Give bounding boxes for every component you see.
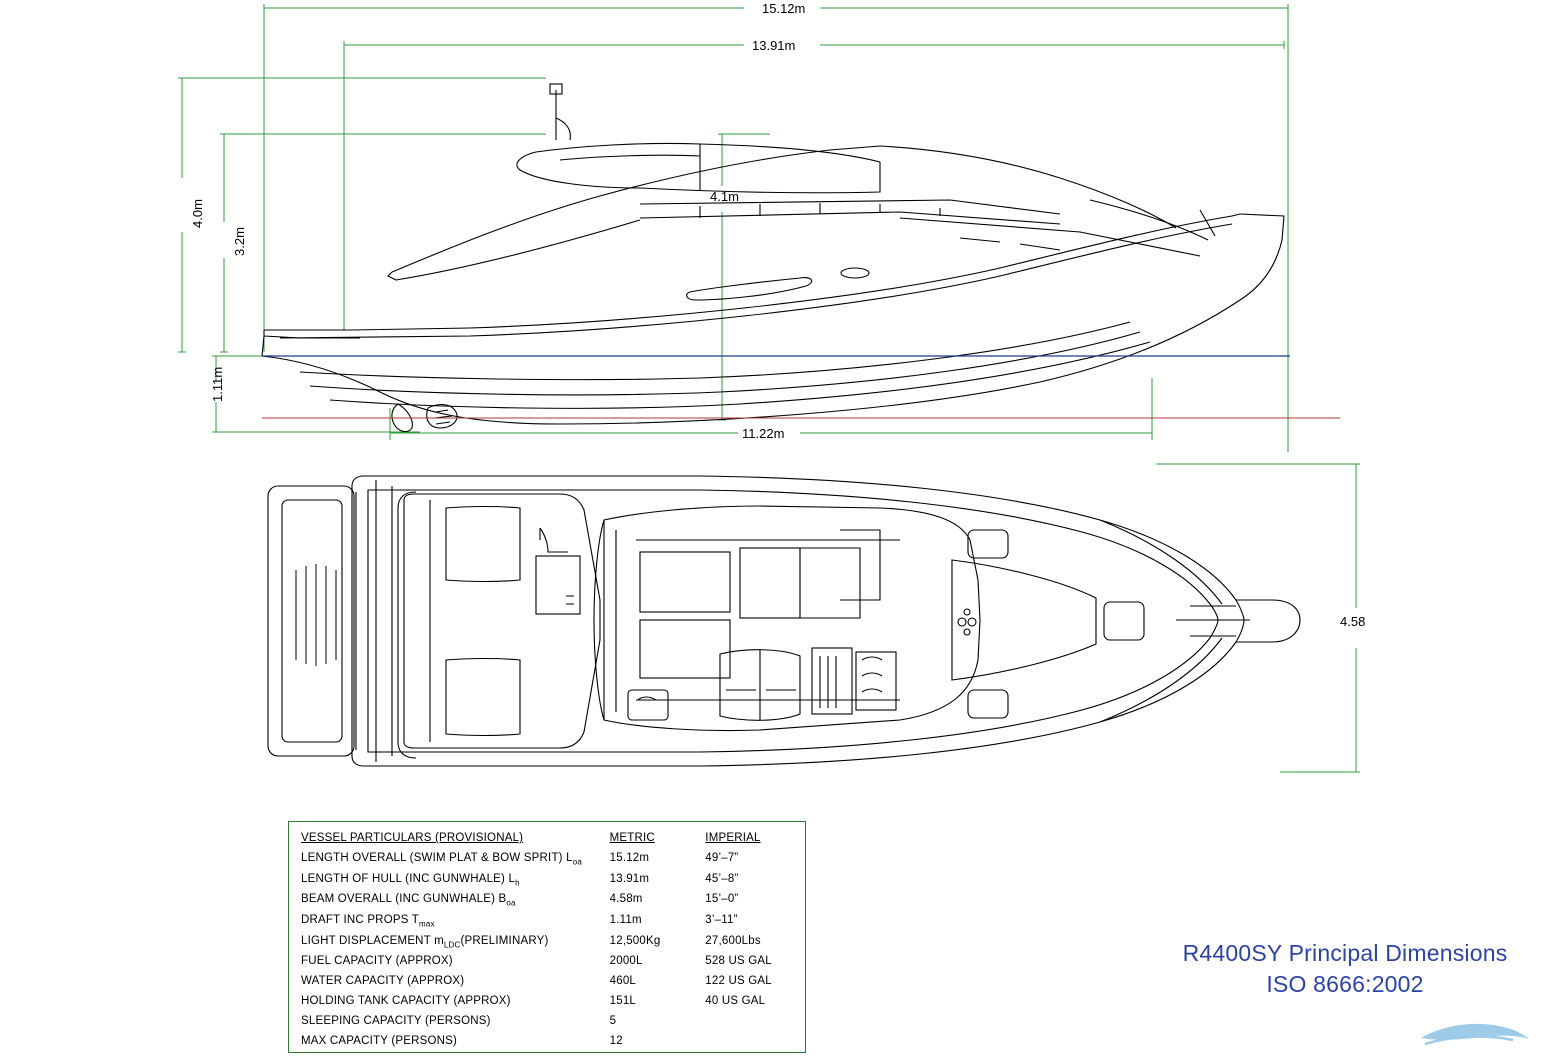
table-cell-imperial: 122 US GAL xyxy=(705,975,772,988)
table-cell-metric: 460L xyxy=(609,975,637,988)
table-cell-imperial: 45’–8” xyxy=(705,872,739,885)
table-cell-metric: 5 xyxy=(609,1014,617,1027)
brand-logo-icon xyxy=(1415,1008,1535,1052)
table-cell-metric: 2000L xyxy=(609,955,643,968)
table-row xyxy=(289,992,805,1012)
table-cell-subscript: h xyxy=(515,877,520,887)
dim-label-air-draft-lower: 3.2m xyxy=(232,227,247,256)
table-header-imperial: IMPERIAL xyxy=(705,832,761,844)
table-row xyxy=(289,890,805,911)
profile-view-outline xyxy=(262,84,1284,431)
table-cell-subscript: oa xyxy=(572,857,583,867)
table-cell-imperial: 528 US GAL xyxy=(705,955,772,968)
table-cell-subscript: LDC xyxy=(443,939,461,949)
table-cell-label: LENGTH OF HULL (INC GUNWHALE) $L_h$ xyxy=(301,872,520,887)
table-cell-imperial: 27,600Lbs xyxy=(705,934,761,947)
table-row xyxy=(289,911,805,932)
table-header-row xyxy=(289,829,805,849)
table-row xyxy=(289,870,805,891)
table-cell-imperial: 15’–0” xyxy=(705,893,739,906)
table-row xyxy=(289,972,805,992)
table-header-particulars: VESSEL PARTICULARS (PROVISIONAL) xyxy=(301,832,524,844)
table-cell-imperial: 3’–11” xyxy=(705,913,738,926)
table-cell-metric: 15.12m xyxy=(609,851,650,864)
dimension-lines xyxy=(178,4,1360,772)
table-row xyxy=(289,1032,805,1052)
dim-label-air-draft-total: 4.0m xyxy=(190,199,205,228)
table-cell-imperial: 49’–7” xyxy=(705,851,739,864)
title-block xyxy=(1175,938,1515,1000)
table-cell-label: FUEL CAPACITY (APPROX) xyxy=(301,955,453,968)
table-cell-metric: 4.58m xyxy=(609,893,643,906)
dim-label-length-overall: 15.12m xyxy=(762,1,806,16)
table-cell-subscript: max xyxy=(419,919,435,929)
drawing-title: R4400SY Principal Dimensions xyxy=(1182,940,1508,966)
table-cell-metric: 13.91m xyxy=(609,872,650,885)
table-cell-imperial: 40 US GAL xyxy=(705,994,766,1007)
table-cell-label: BEAM OVERALL (INC GUNWHALE) $B_{oa}$ xyxy=(301,893,516,908)
table-row xyxy=(289,1012,805,1032)
table-header-metric: METRIC xyxy=(609,832,655,844)
dim-label-waterline-length: 11.22m xyxy=(742,426,785,441)
drawing-standard: ISO 8666:2002 xyxy=(1266,971,1424,998)
table-cell-imperial xyxy=(705,1012,805,1032)
table-cell-label: HOLDING TANK CAPACITY (APPROX) xyxy=(301,994,511,1007)
table-row xyxy=(289,849,805,870)
table-cell-metric: 12,500Kg xyxy=(609,934,661,947)
table-cell-label: LENGTH OVERALL (SWIM PLAT & BOW SPRIT) $L_{oa}$ xyxy=(301,851,583,867)
table-cell-label: DRAFT INC PROPS $T_{max}$ xyxy=(301,913,435,929)
table-cell-label: LIGHT DISPLACEMENT $m_{LDC}(PRELIMINARY)$ xyxy=(301,934,549,949)
plan-view-outline xyxy=(268,476,1300,766)
vessel-particulars-table xyxy=(288,821,806,1053)
dim-label-beam: 4.58 xyxy=(1340,614,1366,629)
table-cell-subscript: oa xyxy=(506,898,516,908)
table-cell-label: WATER CAPACITY (APPROX) xyxy=(301,975,465,988)
table-cell-label: SLEEPING CAPACITY (PERSONS) xyxy=(301,1014,491,1027)
table-row xyxy=(289,932,805,953)
table-cell-metric: 12 xyxy=(609,1034,623,1047)
dim-label-height-radar-arch: 4.1m xyxy=(710,189,739,204)
dim-label-length-of-hull: 13.91m xyxy=(752,38,796,53)
table-cell-metric: 151L xyxy=(609,994,637,1007)
table-cell-metric: 1.11m xyxy=(609,913,642,926)
table-cell-imperial xyxy=(705,1032,805,1052)
table-cell-label: MAX CAPACITY (PERSONS) xyxy=(301,1034,458,1047)
dim-label-draft: 1.11m xyxy=(210,366,225,402)
table-row xyxy=(289,952,805,972)
